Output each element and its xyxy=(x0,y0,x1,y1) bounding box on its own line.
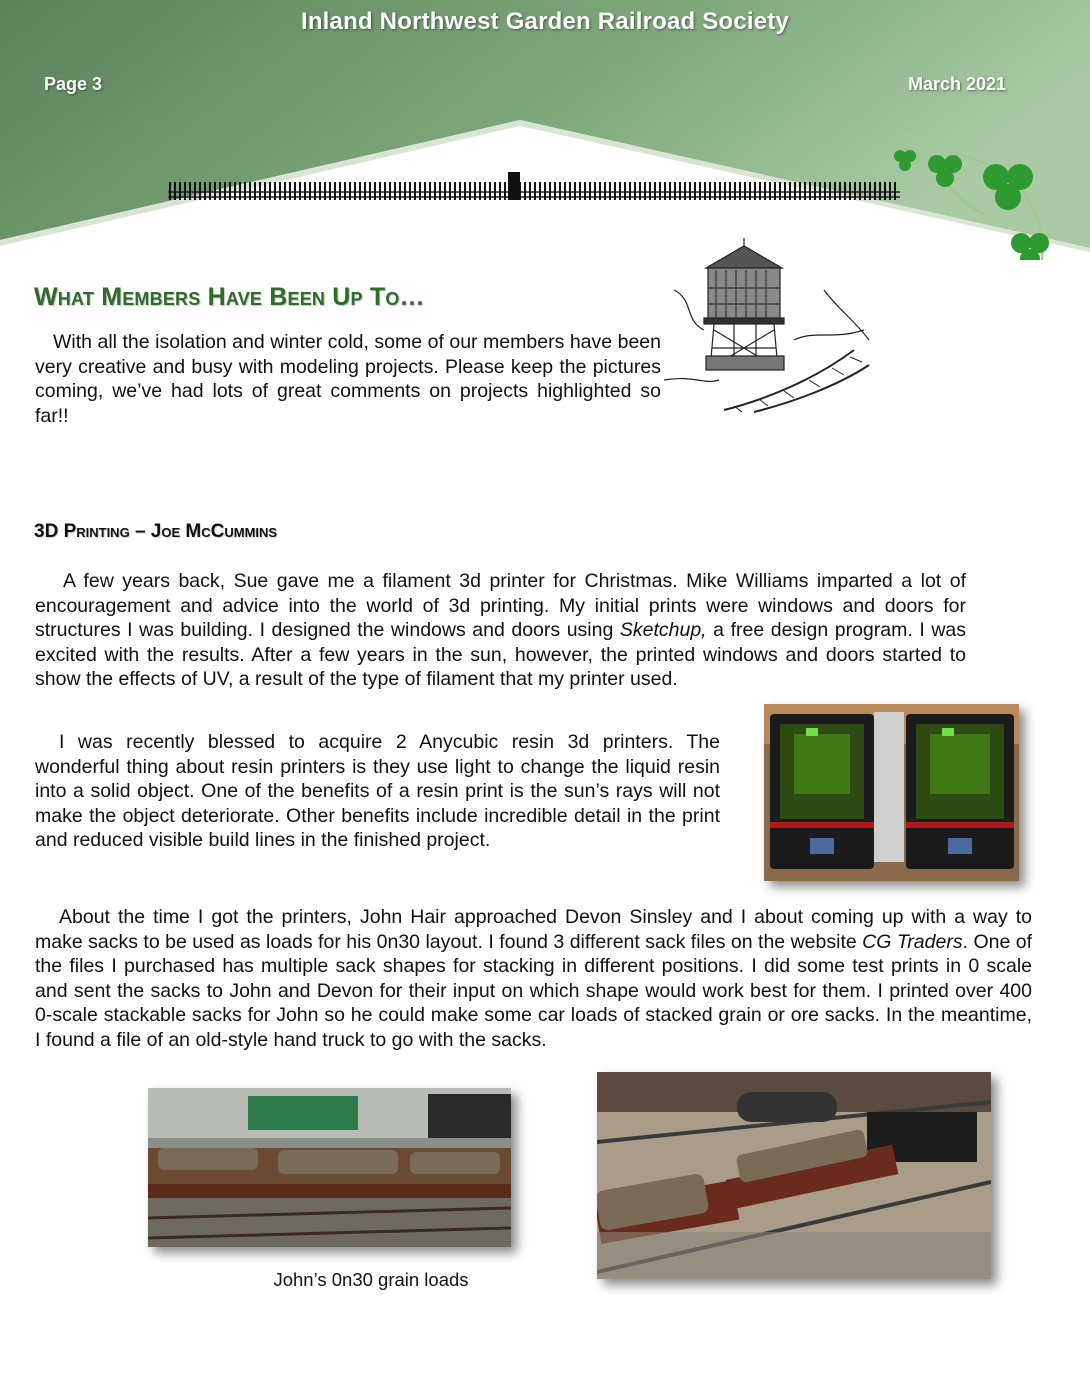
p1-text-start: A few years back, Sue gave me a filament 3d printer for Christmas. Mike Williams imparted a lot of encouragement and advice into the world of 3d printing. My initial prints were windows and doors for structures I was building. I designed the windows and doors using xyxy=(35,570,966,641)
water-tower-illustration xyxy=(664,230,879,420)
page-number: Page 3 xyxy=(44,74,103,94)
p3-text-end: . One of the files I purchased has multiple sack shapes for stacking in different positions. I did some test prints in 0 scale and sent the sacks to John and Devon for their input on which shape would work best for them. I printed over 400 0-scale stackable sacks for John so he could make some car loads of stacked grain or ore sacks. In the meantime, I found a file of an old-style hand truck to go with the sacks. xyxy=(35,930,1033,1051)
article-paragraph-1 xyxy=(35,569,966,692)
grain-loads-photo-2 xyxy=(597,1072,991,1279)
header-banner-graphic xyxy=(0,0,1090,260)
newsletter-header xyxy=(0,0,1090,260)
intro-paragraph: With all the isolation and winter cold, some of our members have been very creative and busy with modeling projects. Please keep the pictures coming, we’ve had lots of great comments on projects highlighted so far!! xyxy=(35,331,661,427)
article-title: 3D Printing – Joe McCummins xyxy=(34,521,278,542)
section-title: What Members Have Been Up To… xyxy=(34,283,425,311)
issue-date: March 2021 xyxy=(908,74,1007,94)
resin-printers-photo xyxy=(764,704,1019,881)
article-paragraph-3 xyxy=(35,905,1032,1052)
society-name: Inland Northwest Garden Railroad Society xyxy=(300,8,790,35)
grain-loads-photo-1 xyxy=(148,1088,511,1247)
p3-text-start: About the time I got the printers, John Hair approached Devon Sinsley and I about coming up with a way to make sacks to be used as loads for his 0n30 layout. I found 3 different sack files on the website xyxy=(35,906,1032,953)
article-paragraph-2: I was recently blessed to acquire 2 Anycubic resin 3d printers. The wonderful thing about resin printers is they use light to change the liquid resin into a solid object. One of the benefits of a resin print is the sun’s rays will not make the object deteriorate. Other benefits include incredible detail in the print and reduced visible build lines in the finished project. xyxy=(35,731,720,851)
p1-italic-sketchup: Sketchup, xyxy=(619,619,707,641)
p3-italic-cg-traders: CG Traders xyxy=(862,930,963,953)
p1-text-end: a free design program. I was excited with the results. After a few years in the sun, however, the printed windows and doors started to show the effects of UV, a result of the type of filament that my printer used. xyxy=(35,619,966,690)
photo-caption: John’s 0n30 grain loads xyxy=(273,1269,469,1290)
